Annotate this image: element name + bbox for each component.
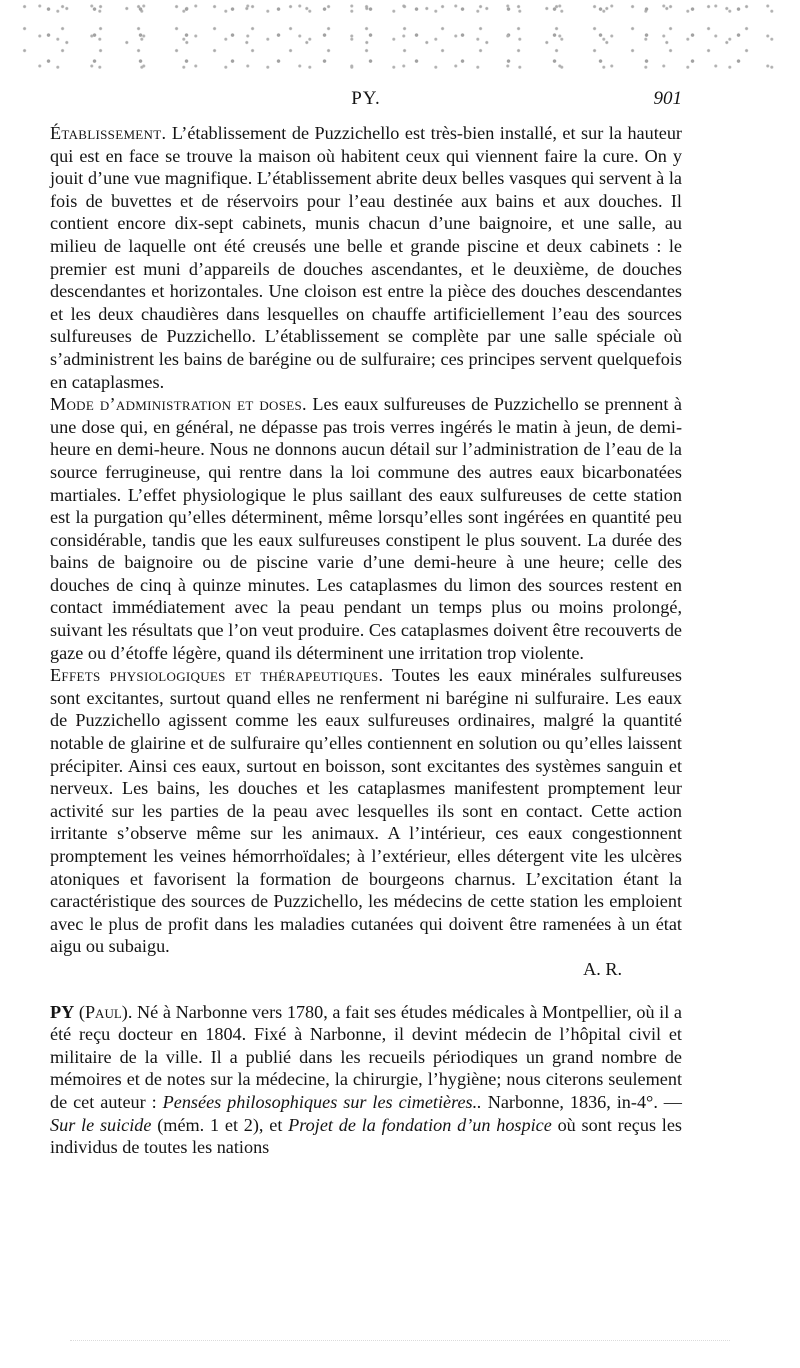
entry-headword: PY [50, 1001, 75, 1022]
section-text: Toutes les eaux minérales sulfureuses sont excitantes, surtout quand elles ne renferment ni barégine ni sulfuraire. Les eaux de Puzzichello agissent comme les eaux sulfureuses ordinaires, malgré la quantité notable de glairine et de sulfuraire qu’elles contiennent en solution ou qu’elles laissent précipiter. Ainsi ces eaux, surtout en boisson, sont excitantes des systèmes sanguin et nerveux. Les bains, les douches et les cataplasmes manifestent promptement leur activité sur les parties de la peau avec lesquelles ils sont en contact. Cette action irritante s’observe même sur les animaux. A l’intérieur, ces eaux congestionnent promptement les veines hémorrhoïdales; à l’extérieur, elles détergent vite les ulcères atoniques et favorisent la formation de bourgeons charnus. L’excitation étant la caractéristique des sources de Puzzichello, les médecins de cette station les emploient avec le plus de profit dans les maladies cutanées qui doivent être ramenées à un état aigu ou subaigu. [50, 665, 683, 957]
section-rubric: Mode d’administration et doses. [50, 394, 307, 415]
work-title: Pensées philosophiques sur les cimetières.. [162, 1091, 482, 1112]
section-etablissement [50, 122, 682, 393]
section-text: Les eaux sulfureuses de Puzzichello se prennent à une dose qui, en général, ne dépasse pas trois verres ingérés le matin à jeun, de demi-heure en demi-heure. Nous ne donnons aucun détail sur l’administration de l’eau de la source ferrugineuse, qui rentre dans la loi commune des autres eaux bicarbonatées martiales. L’effet physiologique le plus saillant des eaux sulfureuses de cette station est la purgation qu’elles déterminent, même lorsqu’elles sont ingérées en quantité peu considérable, tandis que les eaux sulfureuses constipent le plus souvent. La durée des bains de baignoire ou de piscine varie d’une demi-heure à une heure; celle des douches de cinq à quinze minutes. Les cataplasmes du limon des sources restent en contact immédiatement avec la peau pendant un temps plus ou moins prolongé, suivant les résultats que l’on veut produire. Ces cataplasmes doivent être recouverts de gaze ou d’étoffe légère, quand ils déterminent une irritation trop violente. [50, 394, 682, 663]
author-signature: A. R. [583, 958, 622, 979]
biography-entry [50, 1001, 682, 1159]
scan-noise-bottom [70, 1340, 730, 1351]
section-effets [50, 664, 682, 980]
entry-name: (Paul). [78, 1001, 133, 1022]
running-head: PY. [351, 88, 381, 109]
entry-text: Narbonne, 1836, in-4°. — [487, 1091, 682, 1112]
entry-text: où sont reçus les individus de toutes les nations [50, 1114, 682, 1158]
page-header [50, 88, 682, 116]
section-text: L’établissement de Puzzichello est très-bien installé, et sur la hauteur qui est en face se trouve la maison où habitent ceux qui viennent faire la cure. On y jouit d’une vue magnifique. L’établissement abrite deux belles vasques qui servent à la fois de buvettes et de réservoirs pour l’eau destinée aux bains et aux douches. Il contient encore dix-sept cabinets, munis chacun d’une baignoire, et une salle, au milieu de laquelle ont été creusés une belle et grande piscine et deux cabinets : le premier est muni d’appareils de douches ascendantes, et le deuxième, de douches descendantes et horizontales. Une cloison est entre la pièce des douches descendantes et les deux chaudières dans lesquelles on chauffe artificiellement l’eau des sources sulfureuses de Puzzichello. L’établissement se complète par une salle spéciale où s’administrent les bains de barégine ou de sulfuraire; ces principes servent quelquefois en cataplasmes. [50, 123, 682, 392]
entry-text: (mém. 1 et 2), et [157, 1114, 283, 1135]
section-rubric: Établissement. [50, 123, 167, 143]
page-body [50, 122, 682, 1159]
work-title: Sur le suicide [50, 1114, 152, 1135]
section-rubric: Effets physiologiques et thérapeutiques. [50, 665, 384, 686]
work-title: Projet de la fondation d’un hospice [288, 1114, 552, 1135]
page-number: 901 [653, 88, 682, 109]
section-mode-administration [50, 393, 682, 664]
entry-text: Né à Narbonne vers 1780, a fait ses études médicales à Montpellier, où il a été reçu docteur en 1804. Fixé à Narbonne, il devint médecin de l’hôpital civil et militaire de la ville. Il a publié dans les recueils périodiques un grand nombre de mémoires et de notes sur la médecine, la chirurgie, l’hygiène; nous citerons seulement de cet auteur : [50, 1001, 682, 1112]
scan-noise-top [20, 0, 780, 70]
